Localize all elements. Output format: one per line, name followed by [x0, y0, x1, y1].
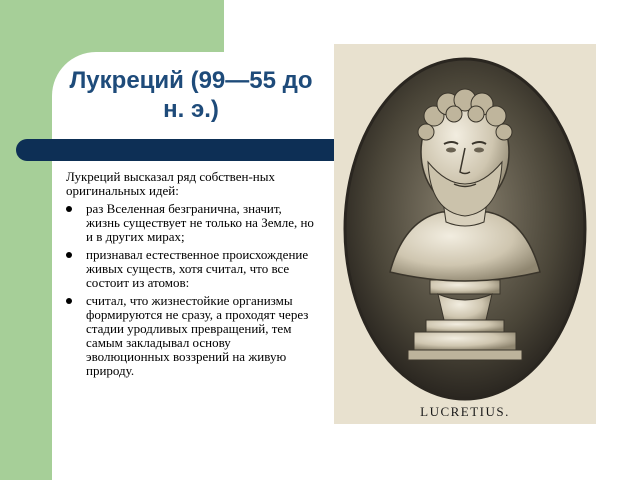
slide-body — [66, 170, 316, 382]
intro-text: Лукреций высказал ряд собствен-ных оригинальных идей: — [66, 169, 275, 198]
bullet-dot-icon — [66, 252, 72, 258]
portrait-caption: LUCRETIUS. — [420, 404, 510, 419]
engraving-illustration — [334, 44, 596, 424]
bullet-dot-icon — [66, 206, 72, 212]
bullet-list — [66, 202, 316, 378]
list-item-text: признавал естественное происхождение живых существ, хотя считал, что все состоит из атомов: — [86, 247, 309, 290]
list-item — [66, 248, 316, 290]
slide-title: Лукреций (99—55 до н. э.) — [69, 67, 313, 123]
title-divider-bar — [16, 139, 334, 161]
lucretius-portrait — [334, 44, 596, 424]
bullet-dot-icon — [66, 298, 72, 304]
list-item — [66, 294, 316, 378]
list-item-text: раз Вселенная безгранична, значит, жизнь существует не только на Земле, но и в других мирах; — [86, 201, 314, 244]
list-item — [66, 202, 316, 244]
list-item-text: считал, что жизнестойкие организмы формируются не сразу, а проходят через стадии уродливых превращений, тем самым закладывал основу эволюционных воззрений на живую природу. — [86, 293, 309, 378]
